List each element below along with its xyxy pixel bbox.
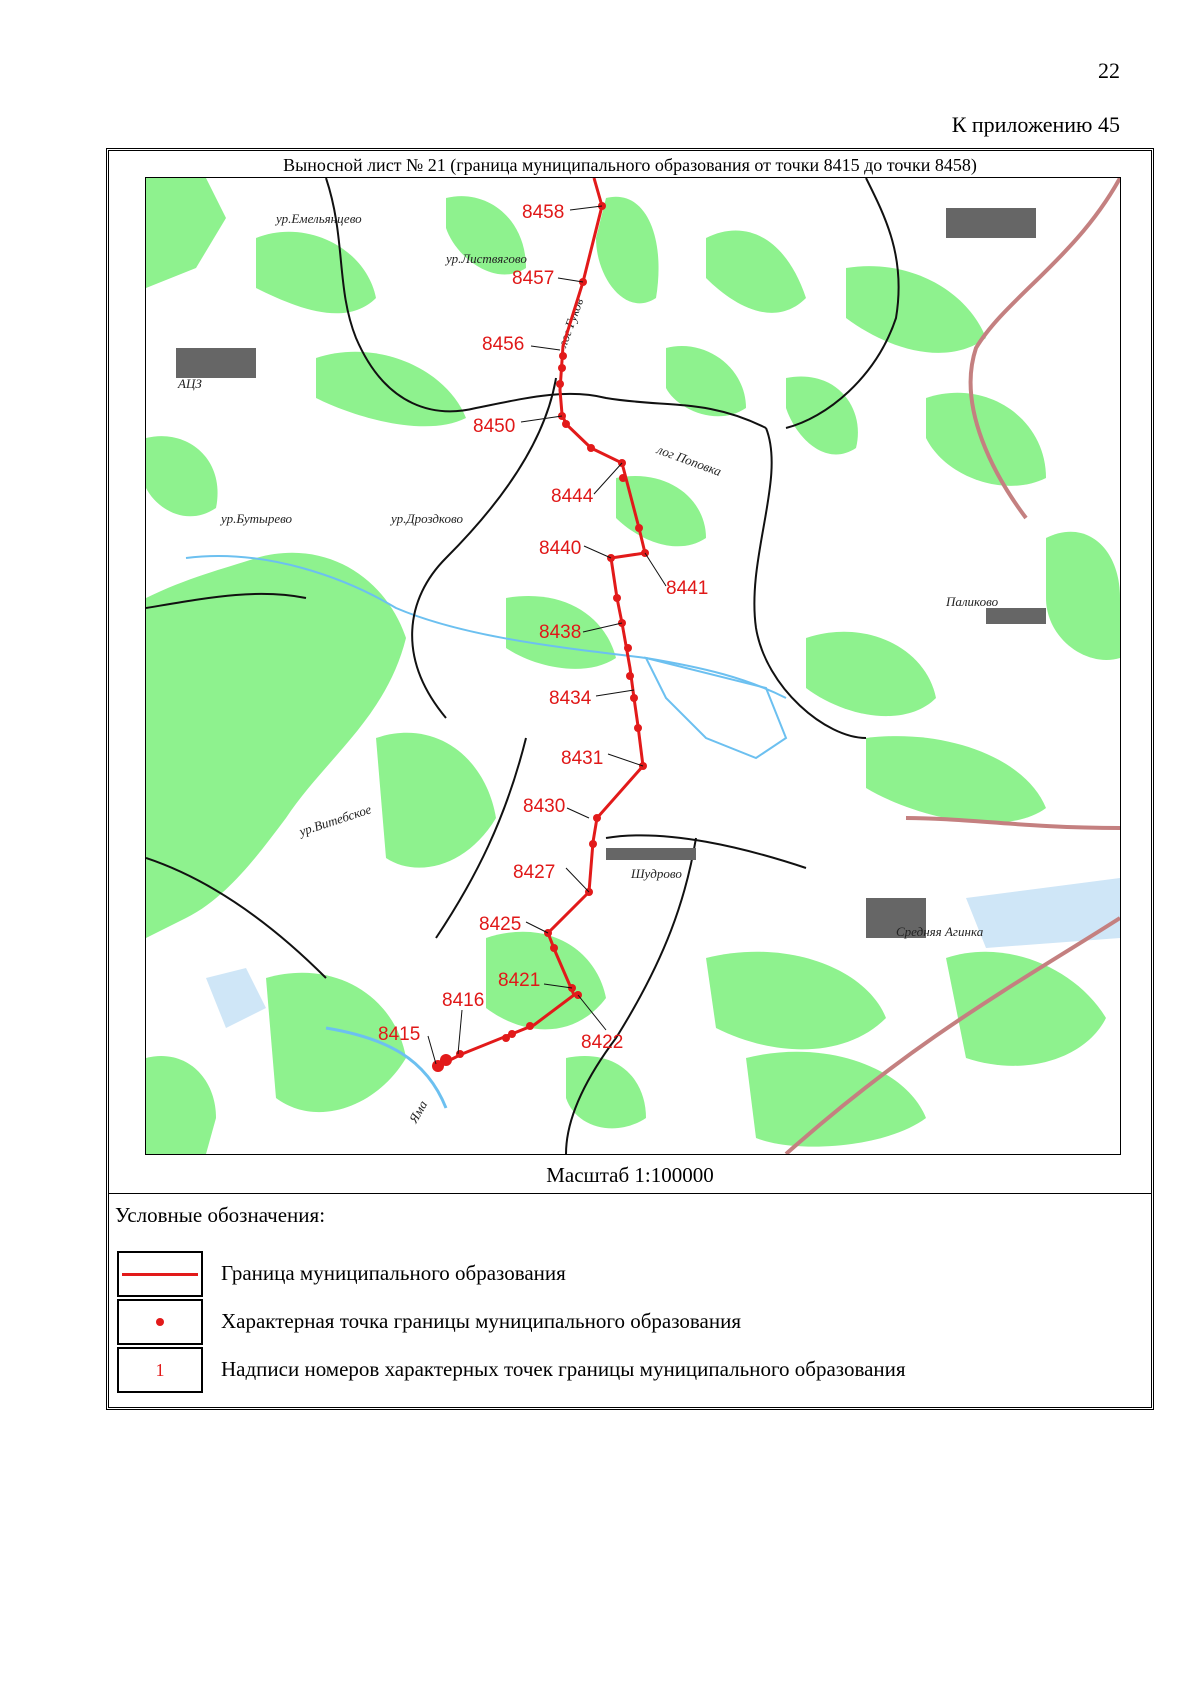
legend-item-number: [117, 1347, 1137, 1395]
point-label-8415: 8415: [378, 1024, 421, 1045]
boundary-point: [619, 474, 627, 482]
sheet-title: Выносной лист № 21 (граница муниципального образования от точки 8415 до точки 8458): [283, 155, 977, 175]
legend-item-label: Надписи номеров характерных точек границы муниципального образования: [221, 1357, 906, 1381]
legend-item-label: Характерная точка границы муниципального образования: [221, 1309, 741, 1333]
boundary-point: [526, 1022, 534, 1030]
boundary-point: [432, 1060, 444, 1072]
legend-item-label: Граница муниципального образования: [221, 1261, 566, 1285]
place-name-vitebskoe: ур.Витебское: [297, 801, 374, 839]
sheet-frame: [106, 148, 1154, 1410]
point-label-8430: 8430: [523, 796, 566, 817]
place-name-listvyagovo: ур.Листвягово: [446, 251, 527, 266]
boundary-point-icon: [156, 1318, 164, 1326]
point-label-8450: 8450: [473, 416, 516, 437]
point-label-8421: 8421: [498, 970, 541, 991]
legend-item-point: [117, 1299, 1137, 1347]
boundary-point: [624, 644, 632, 652]
boundary-point: [562, 420, 570, 428]
boundary-point-labels: [378, 202, 708, 1053]
place-name-log-popovka: лог Поповка: [654, 441, 724, 479]
point-label-8434: 8434: [549, 688, 592, 709]
point-label-8431: 8431: [561, 748, 604, 769]
place-name-acz: АЦЗ: [178, 376, 202, 391]
boundary-point: [456, 1050, 464, 1058]
boundary-point: [502, 1034, 510, 1042]
boundary-point: [558, 364, 566, 372]
point-label-8441: 8441: [666, 578, 709, 599]
point-label-8440: 8440: [539, 538, 582, 559]
point-number-sample: 1: [155, 1359, 165, 1380]
point-label-8422: 8422: [581, 1032, 624, 1053]
point-label-8458: 8458: [522, 202, 565, 223]
legend-divider: [109, 1193, 1151, 1194]
map-scale: Масштаб 1:100000: [546, 1163, 714, 1187]
place-name-drozdkovo: ур.Дроздково: [391, 511, 463, 526]
legend-item-boundary: [117, 1251, 1137, 1299]
point-label-8457: 8457: [512, 268, 555, 289]
place-name-shudrovo: Шудрово: [631, 866, 682, 881]
point-label-8444: 8444: [551, 486, 594, 507]
legend-symbol-dot: [117, 1299, 203, 1345]
map-view[interactable]: [145, 177, 1121, 1155]
point-label-8456: 8456: [482, 334, 525, 355]
place-name-emelyantsevo: ур.Емельянцево: [276, 211, 362, 226]
legend-symbol-number: [117, 1347, 203, 1393]
point-label-8416: 8416: [442, 990, 485, 1011]
boundary-point: [634, 724, 642, 732]
legend-symbol-line: [117, 1251, 203, 1297]
boundary-point: [630, 694, 638, 702]
boundary-point: [550, 944, 558, 952]
point-label-8425: 8425: [479, 914, 522, 935]
place-name-log-gukov: лог Гуков: [554, 295, 587, 350]
boundary-point: [593, 814, 601, 822]
boundary-point: [556, 380, 564, 388]
boundary-point: [613, 594, 621, 602]
map-canvas: [146, 178, 1120, 1154]
appendix-reference: К приложению 45: [951, 112, 1120, 137]
page-number: 22: [1098, 58, 1120, 83]
boundary-point: [635, 524, 643, 532]
place-name-yama: Яма: [405, 1097, 431, 1126]
place-name-srednyaya-aginka: Средняя Агинка: [896, 924, 984, 939]
boundary-point: [626, 672, 634, 680]
boundary-point: [559, 352, 567, 360]
point-label-8427: 8427: [513, 862, 556, 883]
place-name-butyrevo: ур.Бутырево: [221, 511, 293, 526]
point-label-8438: 8438: [539, 622, 582, 643]
legend-title: Условные обозначения:: [115, 1203, 326, 1227]
boundary-line-icon: [122, 1273, 198, 1276]
boundary-point: [589, 840, 597, 848]
boundary-point: [587, 444, 595, 452]
place-name-palikovo: Паликово: [946, 594, 999, 609]
